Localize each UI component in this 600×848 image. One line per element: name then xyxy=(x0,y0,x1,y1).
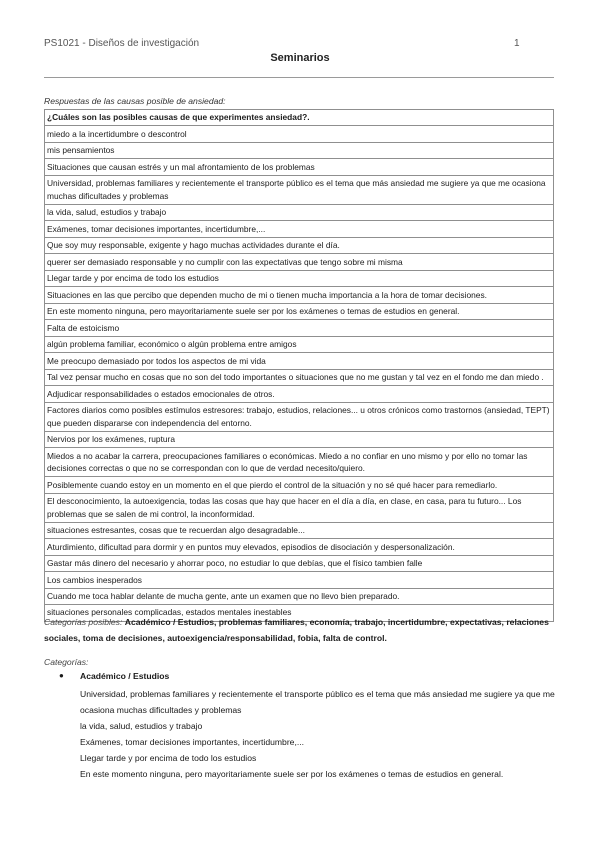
table-row xyxy=(45,204,554,220)
table-row xyxy=(45,572,554,588)
table-cell: Situaciones que causan estrés y un mal afrontamiento de los problemas xyxy=(45,159,554,175)
responses-table xyxy=(44,109,554,622)
table-row xyxy=(45,126,554,142)
table-cell: Adjudicar responsabilidades o estados emocionales de otros. xyxy=(45,386,554,402)
category-item: Exámenes, tomar decisiones importantes, incertidumbre,... xyxy=(80,737,305,747)
table-row xyxy=(45,386,554,402)
table-cell: Tal vez pensar mucho en cosas que no son del todo importantes o situaciones que no me gustan y tal vez en el fondo me dan miedo . xyxy=(45,369,554,385)
table-row xyxy=(45,522,554,538)
table-cell: Que soy muy responsable, exigente y hago muchas actividades durante el día. xyxy=(45,237,554,253)
table-row xyxy=(45,431,554,447)
table-row xyxy=(45,303,554,319)
table-cell: Universidad, problemas familiares y recientemente el transporte público es el tema que más ansiedad me sugiere ya que me ocasiona muchas dificultades y problemas xyxy=(45,175,554,204)
category-item: la vida, salud, estudios y trabajo xyxy=(80,721,203,731)
page-title: Seminarios xyxy=(270,52,330,64)
header-rule xyxy=(44,77,554,78)
table-row xyxy=(45,287,554,303)
course-header: PS1021 - Diseños de investigación xyxy=(44,38,200,49)
table-cell: Nervios por los exámenes, ruptura xyxy=(45,431,554,447)
table-header-cell: ¿Cuáles son las posibles causas de que experimentes ansiedad?. xyxy=(45,110,554,126)
table-cell: Cuando me toca hablar delante de mucha gente, ante un examen que no llevo bien preparado. xyxy=(45,588,554,604)
table-row xyxy=(45,353,554,369)
table-row xyxy=(45,539,554,555)
table-cell: situaciones personales complicadas, estados mentales inestables xyxy=(45,605,554,621)
table-caption: Respuestas de las causas posible de ansiedad: xyxy=(44,96,226,106)
category-item: Universidad, problemas familiares y recientemente el transporte público es el tema que más ansiedad me sugiere ya que me ocasiona muchas dificultades y problemas xyxy=(80,689,555,715)
table-cell: algún problema familiar, económico o algún problema entre amigos xyxy=(45,336,554,352)
table-cell: Me preocupo demasiado por todos los aspectos de mi vida xyxy=(45,353,554,369)
table-cell: la vida, salud, estudios y trabajo xyxy=(45,204,554,220)
categories-label: Categorías: xyxy=(44,657,89,667)
table-cell: En este momento ninguna, pero mayoritariamente suele ser por los exámenes o temas de estudios en general. xyxy=(45,303,554,319)
table-cell: Exámenes, tomar decisiones importantes, incertidumbre,... xyxy=(45,221,554,237)
possible-categories xyxy=(44,614,556,646)
table-row xyxy=(45,336,554,352)
table-cell: Aturdimiento, dificultad para dormir y en puntos muy elevados, episodios de disociación y despersonalización. xyxy=(45,539,554,555)
category-name: Académico / Estudios xyxy=(80,671,170,681)
table-cell: Gastar más dinero del necesario y ahorrar poco, no estudiar lo que debías, que el físico tambien falle xyxy=(45,555,554,571)
table-cell: miedo a la incertidumbre o descontrol xyxy=(45,126,554,142)
table-row xyxy=(45,320,554,336)
table-row xyxy=(45,402,554,431)
table-row xyxy=(45,270,554,286)
table-cell: Posiblemente cuando estoy en un momento en el que pierdo el control de la situación y no sé qué hacer para remediarlo. xyxy=(45,477,554,493)
category-item: En este momento ninguna, pero mayoritariamente suele ser por los exámenes o temas de estudios en general. xyxy=(80,769,504,779)
possible-categories-values: Académico / Estudios, problemas familiares, economía, trabajo, incertidumbre, expectativas, relaciones sociales, toma de decisiones, autoexigencia/responsabilidad, fobia, falta de control. xyxy=(44,617,549,643)
table-row xyxy=(45,448,554,477)
table-header-row xyxy=(45,110,554,126)
table-cell: situaciones estresantes, cosas que te recuerdan algo desagradable... xyxy=(45,522,554,538)
table-row xyxy=(45,493,554,522)
table-cell: Situaciones en las que percibo que dependen mucho de mi o tienen mucha importancia a la hora de tomar decisiones. xyxy=(45,287,554,303)
category-items xyxy=(80,686,556,782)
table-row xyxy=(45,221,554,237)
table-cell: querer ser demasiado responsable y no cumplir con las expectativas que tengo sobre mi misma xyxy=(45,254,554,270)
page-number: 1 xyxy=(514,38,520,49)
table-cell: mis pensamientos xyxy=(45,142,554,158)
possible-categories-label: Categorías posibles: xyxy=(44,617,123,627)
table-row xyxy=(45,142,554,158)
table-cell: Miedos a no acabar la carrera, preocupaciones familiares o económicas. Miedo a no confiar en uno mismo y por ello no tomar las decisiones correctas o que no se correspondan con lo que de verdad necesito/quiero. xyxy=(45,448,554,477)
table-row xyxy=(45,555,554,571)
category-item: Llegar tarde y por encima de todo los estudios xyxy=(80,753,257,763)
bullet-icon: ● xyxy=(59,671,64,680)
table-row xyxy=(45,254,554,270)
table-row xyxy=(45,159,554,175)
table-row xyxy=(45,588,554,604)
table-cell: El desconocimiento, la autoexigencia, todas las cosas que hay que hacer en el día a día, en clase, en casa, para tu futuro... Los problemas que se salen de mi control, la inconformidad. xyxy=(45,493,554,522)
table-row xyxy=(45,175,554,204)
table-row xyxy=(45,369,554,385)
table-row xyxy=(45,237,554,253)
table-cell: Los cambios inesperados xyxy=(45,572,554,588)
table-cell: Falta de estoicismo xyxy=(45,320,554,336)
table-cell: Factores diarios como posibles estímulos estresores: trabajo, estudios, relaciones... u otros crónicos como trastornos (ansiedad, TEPT) que pueden dispararse con independencia del entorno. xyxy=(45,402,554,431)
table-cell: Llegar tarde y por encima de todo los estudios xyxy=(45,270,554,286)
table-row xyxy=(45,477,554,493)
